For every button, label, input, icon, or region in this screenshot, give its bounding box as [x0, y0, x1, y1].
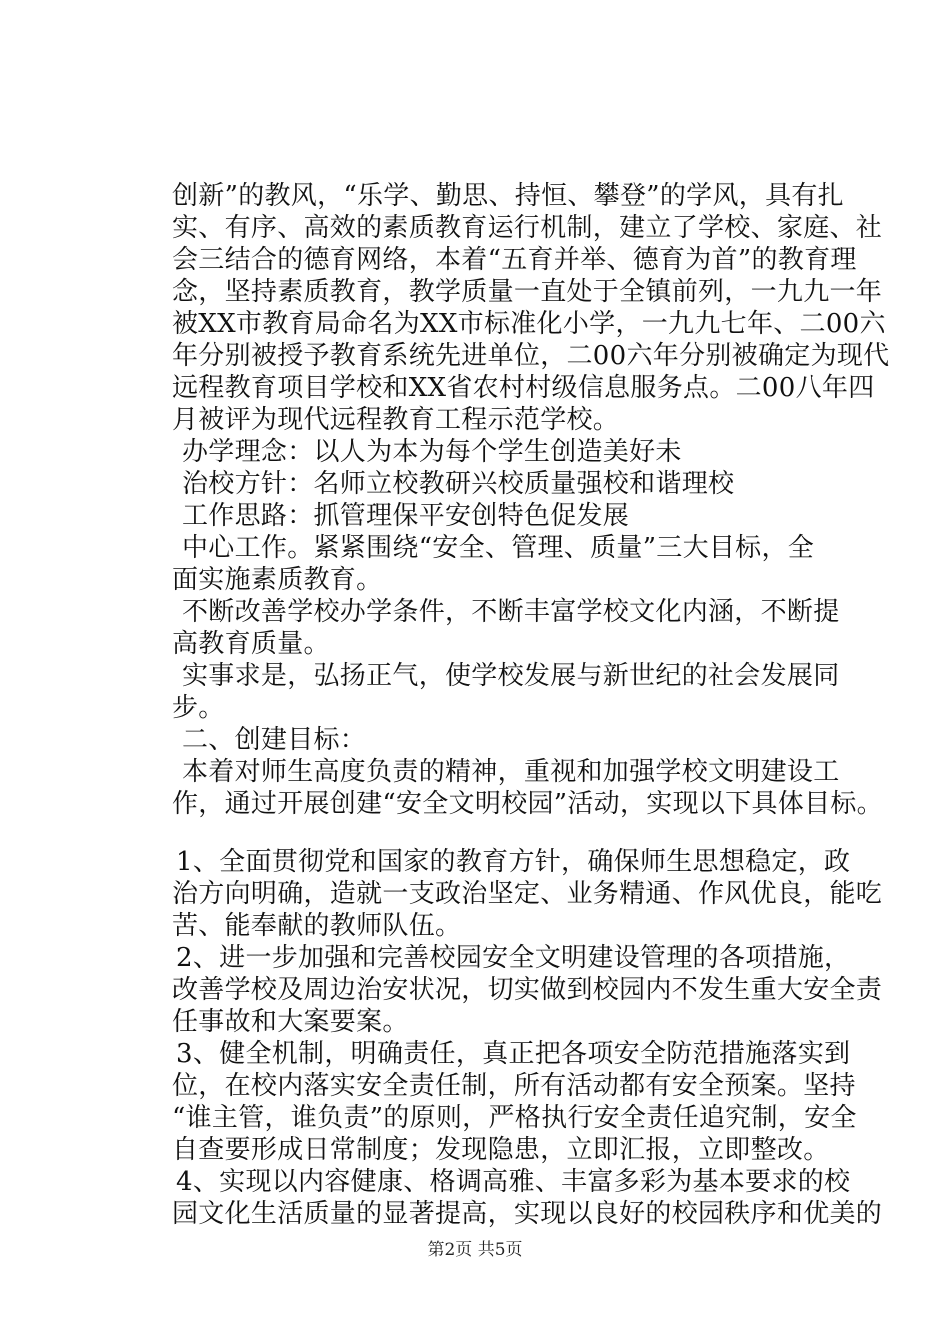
text-line: 中心工作。紧紧围绕“安全、管理、质量”三大目标，全: [182, 533, 815, 563]
text-line: 年分别被授予教育系统先进单位，二00六年分别被确定为现代: [172, 341, 890, 371]
list-item: 2、进一步加强和完善校园安全文明建设管理的各项措施，: [176, 943, 851, 973]
text-line: 实、有序、高效的素质教育运行机制，建立了学校、家庭、社: [172, 213, 883, 243]
text-line: 园文化生活质量的显著提高，实现以良好的校园秩序和优美的: [172, 1199, 883, 1229]
text-line: “谁主管，谁负责”的原则，严格执行安全责任追究制，安全: [172, 1103, 857, 1133]
text-line: 治校方针：名师立校教研兴校质量强校和谐理校: [182, 469, 735, 499]
text-line: 月被评为现代远程教育工程示范学校。: [172, 405, 620, 435]
list-item: 1、全面贯彻党和国家的教育方针，确保师生思想稳定，政: [176, 847, 851, 877]
text-line: 创新”的教风，“乐学、勤思、持恒、攀登”的学风，具有扎: [172, 181, 844, 211]
text-line: 面实施素质教育。: [172, 565, 383, 595]
text-line: 被XX市教育局命名为XX市标准化小学，一九九七年、二00六: [172, 309, 886, 339]
text-line: 治方向明确，造就一支政治坚定、业务精通、作风优良，能吃: [172, 879, 883, 909]
text-line: 办学理念：以人为本为每个学生创造美好未: [182, 437, 682, 467]
list-item: 4、实现以内容健康、格调高雅、丰富多彩为基本要求的校: [176, 1167, 851, 1197]
text-line: 改善学校及周边治安状况，切实做到校园内不发生重大安全责: [172, 975, 883, 1005]
text-line: 会三结合的德育网络，本着“五育并举、德育为首”的教育理: [172, 245, 857, 275]
text-line: 作，通过开展创建“安全文明校园”活动，实现以下具体目标。: [172, 789, 883, 819]
text-line: 实事求是，弘扬正气，使学校发展与新世纪的社会发展同: [182, 661, 840, 691]
text-line: 自查要形成日常制度；发现隐患，立即汇报，立即整改。: [172, 1135, 830, 1165]
list-item: 3、健全机制，明确责任，真正把各项安全防范措施落实到: [176, 1039, 851, 1069]
text-line: 远程教育项目学校和XX省农村村级信息服务点。二00八年四: [172, 373, 875, 403]
text-line: 步。: [172, 693, 225, 723]
text-line: 高教育质量。: [172, 629, 330, 659]
text-line: 苦、能奉献的教师队伍。: [172, 911, 462, 941]
text-line: 工作思路：抓管理保平安创特色促发展: [182, 501, 630, 531]
section-heading: 二、创建目标：: [182, 725, 367, 755]
text-line: 念，坚持素质教育，教学质量一直处于全镇前列，一九九一年: [172, 277, 883, 307]
text-line: 任事故和大案要案。: [172, 1007, 409, 1037]
text-line: 位，在校内落实安全责任制，所有活动都有安全预案。坚持: [172, 1071, 856, 1101]
text-line: 不断改善学校办学条件，不断丰富学校文化内涵，不断提: [182, 597, 840, 627]
page-number-footer: 第2页 共5页: [427, 1240, 523, 1260]
text-line: 本着对师生高度负责的精神，重视和加强学校文明建设工: [182, 757, 840, 787]
